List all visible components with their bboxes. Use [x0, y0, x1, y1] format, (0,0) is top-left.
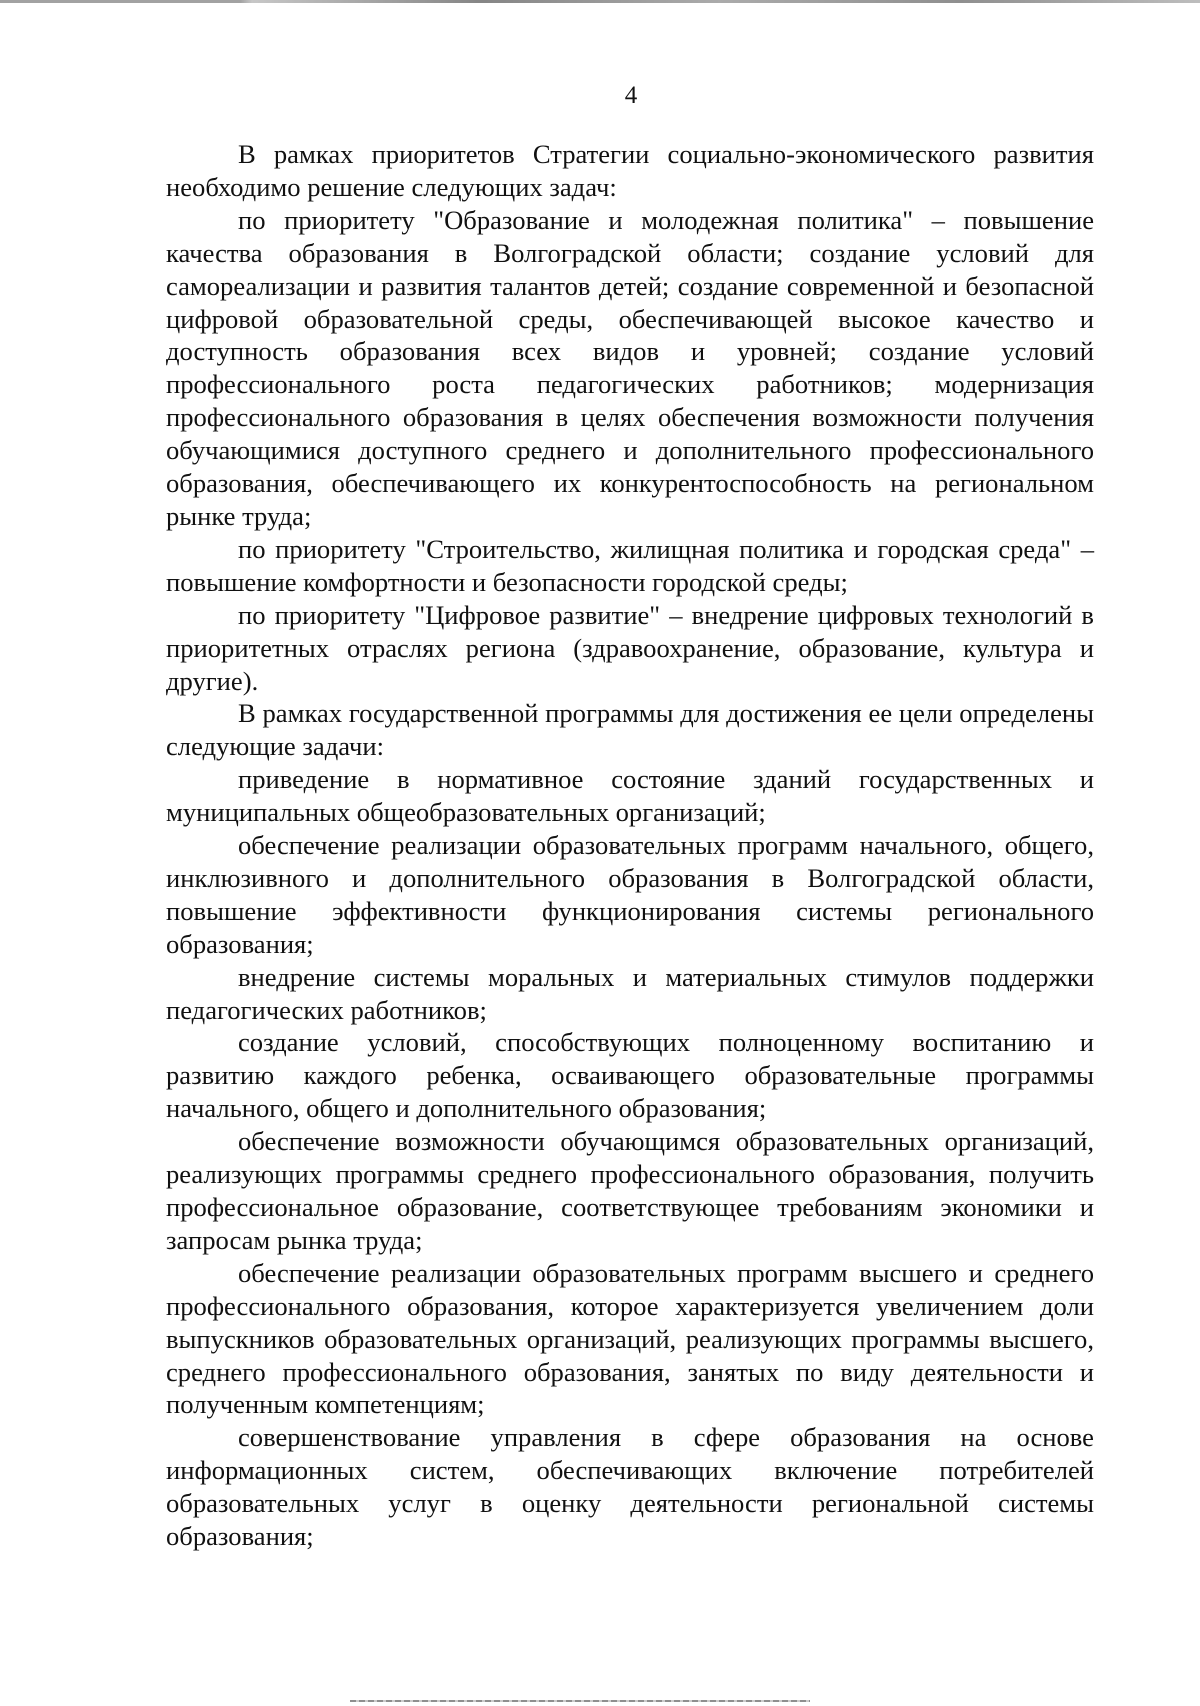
scan-edge-bottom — [350, 1700, 810, 1702]
paragraph-task-higher-education: обеспечение реализации образовательных программ высшего и среднего профессионального образования, которое характеризуется увеличением доли выпускников образовательных организаций, реализующих программы высшего, среднего профессионального образования, занятых по виду деятельности и полученным компетенциям; — [166, 1257, 1094, 1420]
paragraph-task-upbringing: создание условий, способствующих полноценному воспитанию и развитию каждого ребенка, осваивающего образовательные программы начального, общего и дополнительного образования; — [166, 1027, 1094, 1124]
paragraph-priority-education: по приоритету "Образование и молодежная политика" – повышение качества образования в Волгоградской области; создание условий для самореализации и развития талантов детей; создание современной и безопасной цифровой образовательной среды, обеспечивающей высокое качество и доступность образования всех видов и уровней; создание условий профессионального роста педагогических работников; модернизация профессионального образования в целях обеспечения возможности получения обучающимися доступного среднего и дополнительного профессионального образования, обеспечивающего их конкурентоспособность на региональном рынке труда; — [166, 204, 1094, 531]
paragraph-task-incentives: внедрение системы моральных и материальных стимулов поддержки педагогических работников; — [166, 961, 1094, 1025]
paragraph-task-vocational: обеспечение возможности обучающимся образовательных организаций, реализующих программы среднего профессионального образования, получить профессиональное образование, соответствующее требованиям экономики и запросам рынка труда; — [166, 1126, 1094, 1255]
paragraph-intro-strategy: В рамках приоритетов Стратегии социально-экономического развития необходимо решение следующих задач: — [166, 139, 1094, 202]
scan-edge-top — [0, 0, 1200, 3]
paragraph-task-buildings: приведение в нормативное состояние зданий государственных и муниципальных общеобразовательных организаций; — [166, 764, 1094, 828]
document-body — [166, 138, 1094, 1553]
page-number: 4 — [624, 82, 638, 109]
paragraph-program-tasks-intro: В рамках государственной программы для достижения ее цели определены следующие задачи: — [166, 698, 1094, 762]
paragraph-priority-construction: по приоритету "Строительство, жилищная политика и городская среда" – повышение комфортности и безопасности городской среды; — [166, 533, 1094, 597]
paragraph-task-management: совершенствование управления в сфере образования на основе информационных систем, обеспечивающих включение потребителей образовательных услуг в оценку деятельности региональной системы образования; — [166, 1422, 1094, 1552]
paragraph-priority-digital: по приоритету "Цифровое развитие" – внедрение цифровых технологий в приоритетных отраслях региона (здравоохранение, образование, культура и другие). — [166, 599, 1094, 696]
paragraph-task-programs: обеспечение реализации образовательных программ начального, общего, инклюзивного и дополнительного образования в Волгоградской области, повышение эффективности функционирования системы регионального образования; — [166, 830, 1094, 959]
